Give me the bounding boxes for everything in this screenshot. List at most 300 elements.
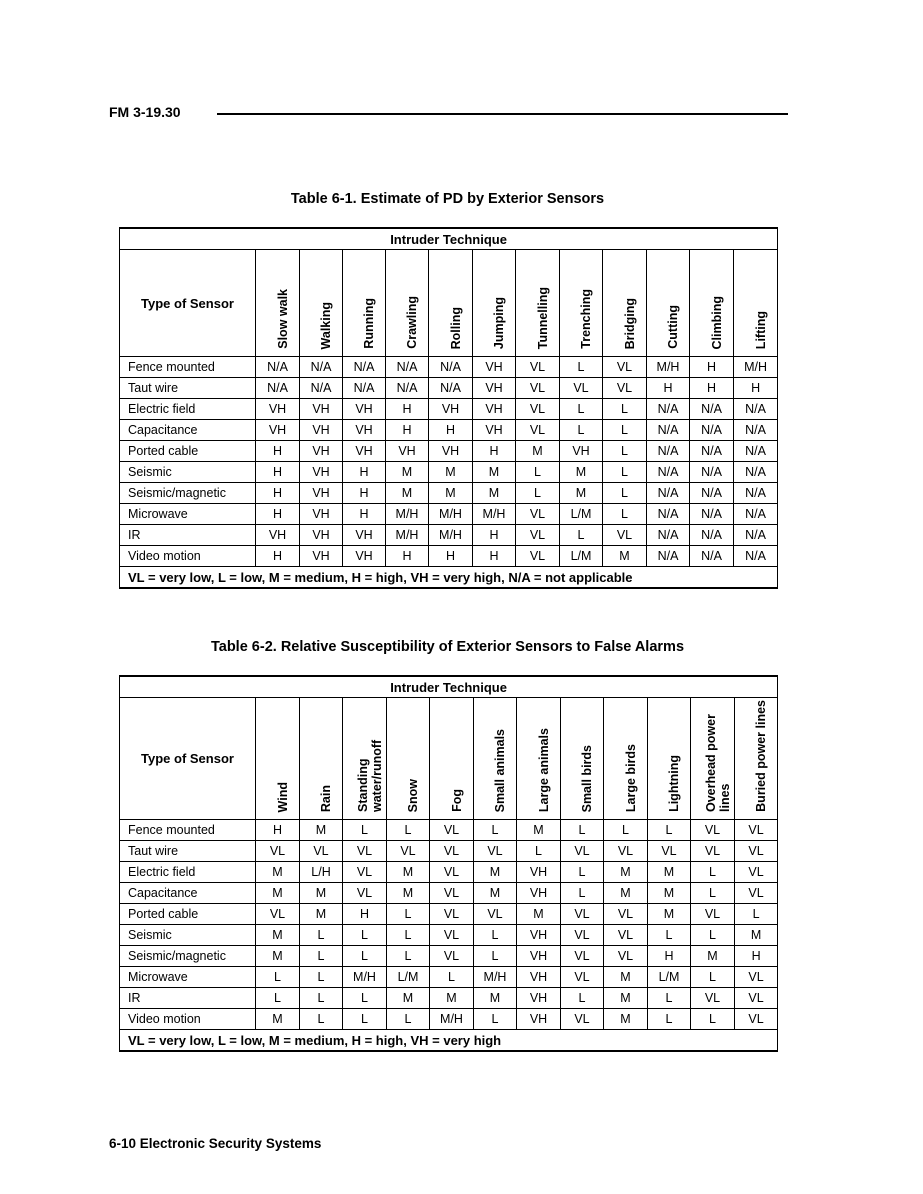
rating-cell: N/A xyxy=(647,504,690,525)
rating-cell: VH xyxy=(300,504,343,525)
rating-cell: VL xyxy=(604,925,648,946)
rating-cell: M/H xyxy=(430,1009,474,1030)
table1-column-header xyxy=(516,250,560,357)
table1-column-header xyxy=(647,250,690,357)
table-row xyxy=(120,483,778,504)
rating-cell: VL xyxy=(691,841,735,862)
sensor-type-label: Taut wire xyxy=(120,378,256,399)
rating-cell: N/A xyxy=(690,483,734,504)
table2-column-header-label: Rain xyxy=(319,784,333,812)
rating-cell: M/H xyxy=(734,357,778,378)
rating-cell: VH xyxy=(473,420,516,441)
rating-cell: VL xyxy=(300,841,343,862)
table-row xyxy=(120,925,778,946)
table2-row-heading: Type of Sensor xyxy=(120,698,256,820)
rating-cell: VL xyxy=(691,988,735,1009)
rating-cell: L xyxy=(387,904,430,925)
rating-cell: H xyxy=(473,546,516,567)
rating-cell: M xyxy=(387,883,430,904)
rating-cell: L xyxy=(387,925,430,946)
rating-cell: M xyxy=(429,462,473,483)
table2-caption: Table 6-2. Relative Susceptibility of Exterior Sensors to False Alarms xyxy=(210,639,685,655)
rating-cell: M/H xyxy=(429,525,473,546)
page-header-code: FM 3-19.30 xyxy=(109,104,181,120)
rating-cell: M/H xyxy=(386,504,429,525)
rating-cell: N/A xyxy=(734,462,778,483)
rating-cell: L xyxy=(560,357,603,378)
rating-cell: VL xyxy=(516,504,560,525)
sensor-type-label: Seismic xyxy=(120,925,256,946)
table2-column-header xyxy=(561,698,604,820)
table2-column-header-label: Large animals xyxy=(536,727,551,812)
rating-cell: L xyxy=(648,925,691,946)
rating-cell: VH xyxy=(473,399,516,420)
rating-cell: VL xyxy=(560,378,603,399)
rating-cell: VH xyxy=(560,441,603,462)
sensor-type-label: Electric field xyxy=(120,862,256,883)
table-row xyxy=(120,420,778,441)
rating-cell: M xyxy=(604,967,648,988)
table2-column-header xyxy=(256,698,300,820)
table2-column-header-label: Snow xyxy=(406,778,420,812)
rating-cell: VL xyxy=(735,883,778,904)
rating-cell: VH xyxy=(517,1009,561,1030)
rating-cell: M xyxy=(300,820,343,841)
table-row xyxy=(120,841,778,862)
rating-cell: VL xyxy=(516,378,560,399)
table-row xyxy=(120,1009,778,1030)
rating-cell: L xyxy=(343,988,387,1009)
table1-column-header-label: Cutting xyxy=(666,305,680,349)
rating-cell: VH xyxy=(517,925,561,946)
table1-row-heading: Type of Sensor xyxy=(120,250,256,357)
table-row xyxy=(120,462,778,483)
rating-cell: H xyxy=(256,504,300,525)
rating-cell: VL xyxy=(691,904,735,925)
table-row xyxy=(120,378,778,399)
rating-cell: H xyxy=(473,441,516,462)
table2-column-header xyxy=(387,698,430,820)
rating-cell: M xyxy=(604,862,648,883)
rating-cell: VL xyxy=(604,904,648,925)
rating-cell: L xyxy=(300,925,343,946)
rating-cell: L xyxy=(648,988,691,1009)
rating-cell: L xyxy=(474,1009,517,1030)
rating-cell: VH xyxy=(256,399,300,420)
table1-column-header xyxy=(300,250,343,357)
table2-column-header xyxy=(604,698,648,820)
table1-column-header xyxy=(429,250,473,357)
rating-cell: L xyxy=(560,399,603,420)
rating-cell: H xyxy=(343,904,387,925)
sensor-type-label: Video motion xyxy=(120,1009,256,1030)
rating-cell: M xyxy=(473,483,516,504)
rating-cell: L xyxy=(474,820,517,841)
table2-column-header-label: Overhead power lines xyxy=(703,714,732,812)
rating-cell: N/A xyxy=(300,357,343,378)
table-row xyxy=(120,441,778,462)
rating-cell: H xyxy=(256,483,300,504)
rating-cell: VL xyxy=(343,862,387,883)
rating-cell: VL xyxy=(604,841,648,862)
table2-column-header-label: Small animals xyxy=(493,728,507,812)
table-row xyxy=(120,357,778,378)
sensor-type-label: IR xyxy=(120,525,256,546)
rating-cell: L xyxy=(561,820,604,841)
sensor-type-label: Seismic xyxy=(120,462,256,483)
header-rule xyxy=(217,113,788,115)
rating-cell: VL xyxy=(474,904,517,925)
rating-cell: VL xyxy=(516,525,560,546)
page-footer: 6-10 Electronic Security Systems xyxy=(109,1136,322,1151)
rating-cell: M xyxy=(604,988,648,1009)
rating-cell: VL xyxy=(516,546,560,567)
rating-cell: L xyxy=(256,988,300,1009)
rating-cell: VL xyxy=(603,357,647,378)
rating-cell: VL xyxy=(691,820,735,841)
rating-cell: L xyxy=(256,967,300,988)
rating-cell: VL xyxy=(430,925,474,946)
table1-column-header-label: Lifting xyxy=(753,310,768,349)
table2-column-header xyxy=(691,698,735,820)
rating-cell: M xyxy=(735,925,778,946)
table2-column-header xyxy=(735,698,778,820)
rating-cell: VH xyxy=(300,441,343,462)
rating-cell: VH xyxy=(429,441,473,462)
rating-cell: N/A xyxy=(647,462,690,483)
rating-cell: VL xyxy=(735,1009,778,1030)
rating-cell: M xyxy=(474,862,517,883)
rating-cell: H xyxy=(386,420,429,441)
table2-column-header-label: Wind xyxy=(275,781,290,812)
table1-column-header xyxy=(473,250,516,357)
table2-column-header xyxy=(430,698,474,820)
sensor-type-label: Electric field xyxy=(120,399,256,420)
table1-column-header-label: Rolling xyxy=(448,306,463,349)
rating-cell: H xyxy=(343,462,386,483)
rating-cell: VL xyxy=(430,946,474,967)
rating-cell: L xyxy=(300,1009,343,1030)
table-row xyxy=(120,904,778,925)
rating-cell: N/A xyxy=(386,357,429,378)
rating-cell: VH xyxy=(256,525,300,546)
rating-cell: N/A xyxy=(256,378,300,399)
rating-cell: L xyxy=(603,504,647,525)
table2-column-header-label: Standing water/runoff xyxy=(355,739,384,812)
rating-cell: L xyxy=(735,904,778,925)
sensor-type-label: Seismic/magnetic xyxy=(120,946,256,967)
rating-cell: M xyxy=(387,988,430,1009)
rating-cell: L xyxy=(648,820,691,841)
rating-cell: N/A xyxy=(647,399,690,420)
rating-cell: L xyxy=(474,946,517,967)
rating-cell: H xyxy=(647,378,690,399)
rating-cell: H xyxy=(735,946,778,967)
rating-cell: L/M xyxy=(387,967,430,988)
rating-cell: H xyxy=(386,546,429,567)
table1-legend: VL = very low, L = low, M = medium, H = high, VH = very high, N/A = not applicable xyxy=(120,567,778,589)
rating-cell: M xyxy=(517,904,561,925)
rating-cell: N/A xyxy=(647,420,690,441)
table-row xyxy=(120,525,778,546)
rating-cell: L xyxy=(691,967,735,988)
rating-cell: N/A xyxy=(647,546,690,567)
table2-column-header xyxy=(474,698,517,820)
rating-cell: M xyxy=(603,546,647,567)
rating-cell: L xyxy=(603,399,647,420)
rating-cell: VL xyxy=(603,525,647,546)
rating-cell: VH xyxy=(300,420,343,441)
table1-column-header-label: Jumping xyxy=(492,296,506,349)
rating-cell: VH xyxy=(517,862,561,883)
rating-cell: L xyxy=(387,946,430,967)
table-row xyxy=(120,820,778,841)
table1-column-header xyxy=(690,250,734,357)
rating-cell: VL xyxy=(430,820,474,841)
sensor-type-label: Seismic/magnetic xyxy=(120,483,256,504)
rating-cell: VL xyxy=(516,399,560,420)
rating-cell: N/A xyxy=(734,399,778,420)
rating-cell: L xyxy=(603,420,647,441)
rating-cell: N/A xyxy=(690,441,734,462)
rating-cell: L xyxy=(517,841,561,862)
rating-cell: N/A xyxy=(690,399,734,420)
table2-column-header-label: Large birds xyxy=(623,743,638,812)
rating-cell: M xyxy=(648,883,691,904)
table1-column-header-label: Running xyxy=(362,298,376,349)
table1-column-header-label: Bridging xyxy=(622,297,637,349)
table1-column-header xyxy=(560,250,603,357)
rating-cell: VL xyxy=(561,841,604,862)
rating-cell: VL xyxy=(343,883,387,904)
rating-cell: H xyxy=(648,946,691,967)
rating-cell: VL xyxy=(387,841,430,862)
rating-cell: L xyxy=(474,925,517,946)
rating-cell: VL xyxy=(735,862,778,883)
rating-cell: VL xyxy=(735,967,778,988)
rating-cell: M xyxy=(516,441,560,462)
table-row xyxy=(120,988,778,1009)
rating-cell: VL xyxy=(474,841,517,862)
rating-cell: L xyxy=(343,820,387,841)
rating-cell: N/A xyxy=(300,378,343,399)
rating-cell: VL xyxy=(256,841,300,862)
rating-cell: L xyxy=(516,462,560,483)
table-row xyxy=(120,946,778,967)
rating-cell: M xyxy=(648,904,691,925)
rating-cell: VL xyxy=(430,862,474,883)
rating-cell: L xyxy=(300,967,343,988)
rating-cell: VL xyxy=(561,946,604,967)
rating-cell: M xyxy=(517,820,561,841)
rating-cell: VH xyxy=(429,399,473,420)
table-row xyxy=(120,967,778,988)
rating-cell: N/A xyxy=(734,546,778,567)
sensor-type-label: Microwave xyxy=(120,504,256,525)
rating-cell: VL xyxy=(256,904,300,925)
rating-cell: M xyxy=(386,462,429,483)
rating-cell: L xyxy=(604,820,648,841)
rating-cell: H xyxy=(343,504,386,525)
rating-cell: M xyxy=(691,946,735,967)
rating-cell: H xyxy=(256,546,300,567)
rating-cell: VH xyxy=(343,420,386,441)
rating-cell: N/A xyxy=(429,357,473,378)
rating-cell: VH xyxy=(517,967,561,988)
rating-cell: M xyxy=(430,988,474,1009)
rating-cell: H xyxy=(734,378,778,399)
rating-cell: L xyxy=(603,462,647,483)
rating-cell: VH xyxy=(300,546,343,567)
rating-cell: L/H xyxy=(300,862,343,883)
rating-cell: N/A xyxy=(429,378,473,399)
rating-cell: M xyxy=(560,483,603,504)
rating-cell: N/A xyxy=(343,378,386,399)
table1-column-header xyxy=(343,250,386,357)
rating-cell: H xyxy=(256,820,300,841)
table1-column-header xyxy=(256,250,300,357)
table1-caption: Table 6-1. Estimate of PD by Exterior Sensors xyxy=(290,191,605,207)
rating-cell: VL xyxy=(516,357,560,378)
rating-cell: N/A xyxy=(647,441,690,462)
rating-cell: VL xyxy=(648,841,691,862)
rating-cell: M xyxy=(604,1009,648,1030)
table2-column-header-label: Buried power lines xyxy=(754,700,769,812)
rating-cell: H xyxy=(690,357,734,378)
rating-cell: L xyxy=(691,883,735,904)
rating-cell: VH xyxy=(473,357,516,378)
rating-cell: N/A xyxy=(734,483,778,504)
rating-cell: L xyxy=(343,925,387,946)
rating-cell: L xyxy=(387,820,430,841)
rating-cell: VH xyxy=(300,462,343,483)
table-row xyxy=(120,862,778,883)
rating-cell: VL xyxy=(561,967,604,988)
rating-cell: M/H xyxy=(473,504,516,525)
sensor-type-label: Capacitance xyxy=(120,420,256,441)
rating-cell: VL xyxy=(735,988,778,1009)
rating-cell: VH xyxy=(343,399,386,420)
rating-cell: M xyxy=(256,883,300,904)
rating-cell: VL xyxy=(561,904,604,925)
rating-cell: M/H xyxy=(474,967,517,988)
rating-cell: VH xyxy=(386,441,429,462)
rating-cell: VL xyxy=(430,841,474,862)
rating-cell: L xyxy=(560,420,603,441)
rating-cell: H xyxy=(256,462,300,483)
rating-cell: VL xyxy=(430,883,474,904)
rating-cell: L xyxy=(603,483,647,504)
rating-cell: H xyxy=(473,525,516,546)
rating-cell: VH xyxy=(256,420,300,441)
rating-cell: L/M xyxy=(648,967,691,988)
table2-column-header xyxy=(300,698,343,820)
rating-cell: M xyxy=(473,462,516,483)
rating-cell: VL xyxy=(603,378,647,399)
rating-cell: M xyxy=(300,904,343,925)
rating-cell: L xyxy=(561,988,604,1009)
rating-cell: H xyxy=(429,420,473,441)
rating-cell: VH xyxy=(343,441,386,462)
sensor-type-label: Ported cable xyxy=(120,441,256,462)
rating-cell: L xyxy=(300,988,343,1009)
table2-column-header-label: Lightning xyxy=(667,755,681,812)
table2 xyxy=(119,675,778,1052)
rating-cell: L xyxy=(603,441,647,462)
sensor-type-label: IR xyxy=(120,988,256,1009)
rating-cell: VH xyxy=(517,883,561,904)
rating-cell: M/H xyxy=(386,525,429,546)
rating-cell: L xyxy=(691,862,735,883)
rating-cell: H xyxy=(386,399,429,420)
sensor-type-label: Taut wire xyxy=(120,841,256,862)
rating-cell: VL xyxy=(604,946,648,967)
rating-cell: H xyxy=(429,546,473,567)
rating-cell: VL xyxy=(343,841,387,862)
table1-column-header-label: Walking xyxy=(319,301,333,349)
rating-cell: L xyxy=(648,1009,691,1030)
rating-cell: N/A xyxy=(386,378,429,399)
rating-cell: N/A xyxy=(690,546,734,567)
rating-cell: L xyxy=(343,946,387,967)
table1-column-header xyxy=(386,250,429,357)
table1-column-header-label: Tunnelling xyxy=(535,286,550,349)
rating-cell: VH xyxy=(300,399,343,420)
rating-cell: VH xyxy=(517,988,561,1009)
rating-cell: M xyxy=(256,925,300,946)
table2-column-header xyxy=(648,698,691,820)
rating-cell: M xyxy=(648,862,691,883)
rating-cell: L xyxy=(300,946,343,967)
sensor-type-label: Fence mounted xyxy=(120,820,256,841)
rating-cell: M xyxy=(429,483,473,504)
table1-column-header xyxy=(603,250,647,357)
table1-column-header-label: Crawling xyxy=(405,296,419,349)
rating-cell: VL xyxy=(430,904,474,925)
rating-cell: VH xyxy=(517,946,561,967)
rating-cell: M xyxy=(300,883,343,904)
rating-cell: N/A xyxy=(734,525,778,546)
rating-cell: VH xyxy=(343,525,386,546)
rating-cell: M/H xyxy=(647,357,690,378)
rating-cell: L xyxy=(387,1009,430,1030)
rating-cell: L xyxy=(430,967,474,988)
table-row xyxy=(120,504,778,525)
table1-column-header-label: Trenching xyxy=(579,289,593,349)
rating-cell: M xyxy=(474,988,517,1009)
rating-cell: VL xyxy=(735,841,778,862)
rating-cell: N/A xyxy=(690,462,734,483)
table2-column-header-label: Small birds xyxy=(580,744,594,812)
sensor-type-label: Microwave xyxy=(120,967,256,988)
table-row xyxy=(120,546,778,567)
sensor-type-label: Capacitance xyxy=(120,883,256,904)
rating-cell: N/A xyxy=(690,420,734,441)
rating-cell: N/A xyxy=(343,357,386,378)
rating-cell: VL xyxy=(561,925,604,946)
rating-cell: L xyxy=(561,862,604,883)
rating-cell: N/A xyxy=(647,483,690,504)
table-row xyxy=(120,399,778,420)
table2-column-header xyxy=(343,698,387,820)
rating-cell: VH xyxy=(300,525,343,546)
rating-cell: M xyxy=(256,862,300,883)
rating-cell: N/A xyxy=(690,525,734,546)
rating-cell: VH xyxy=(343,546,386,567)
table1-column-header-label: Climbing xyxy=(709,295,724,349)
rating-cell: H xyxy=(690,378,734,399)
table1-column-header xyxy=(734,250,778,357)
